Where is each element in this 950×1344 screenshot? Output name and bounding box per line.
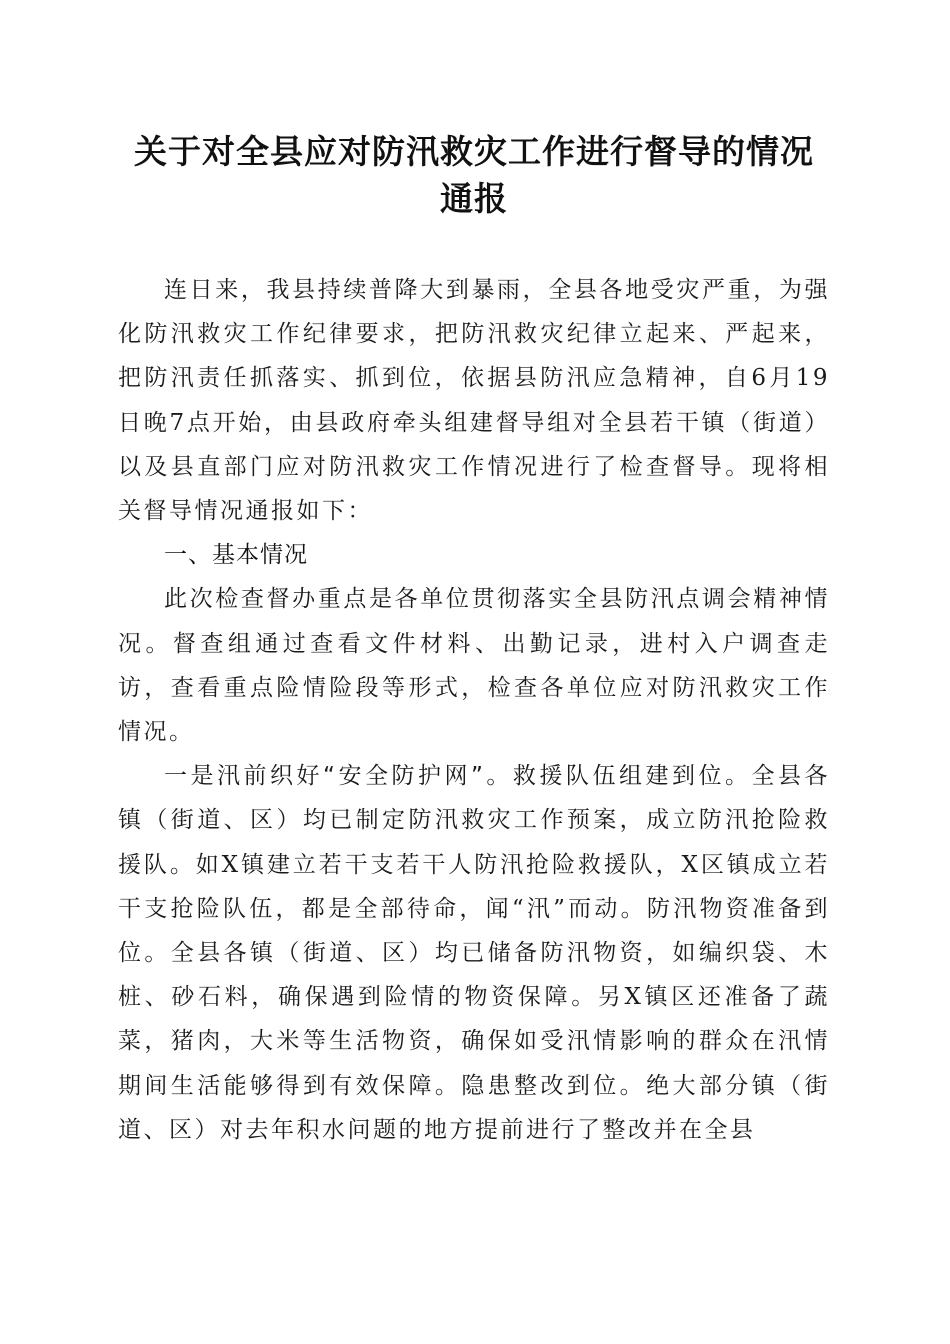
document-body [118, 268, 830, 1152]
intro-paragraph: 连日来，我县持续普降大到暴雨，全县各地受灾严重，为强化防汛救灾工作纪律要求，把防汛救灾纪律立起来、严起来，把防汛责任抓落实、抓到位，依据县防汛应急精神，自6月19日晚7点开始，由县政府牵头组建督导组对全县若干镇（街道）以及县直部门应对防汛救灾工作情况进行了检查督导。现将相关督导情况通报如下： [118, 277, 830, 525]
section-heading-basic-situation: 一、基本情况 [164, 542, 308, 569]
document-title-line-2: 通报 [440, 179, 508, 218]
document-title [118, 128, 830, 222]
point-1-lead: 一是汛前织好“安全防护网”。 [164, 763, 513, 790]
section-1-paragraph: 此次检查督办重点是各单位贯彻落实全县防汛点调会精神情况。督查组通过查看文件材料、出勤记录，进村入户调查走访，查看重点险情险段等形式，检查各单位应对防汛救灾工作情况。 [118, 586, 830, 746]
point-1-paragraph [118, 754, 830, 1152]
point-1-body: 救援队伍组建到位。全县各镇（街道、区）均已制定防汛救灾工作预案，成立防汛抢险救援队。如X镇建立若干支若干人防汛抢险救援队，X区镇成立若干支抢险队伍，都是全部待命，闻“汛”而动。防汛物资准备到位。全县各镇（街道、区）均已储备防汛物资，如编织袋、木桩、砂石料，确保遇到险情的物资保障。另X镇区还准备了蔬菜，猪肉，大米等生活物资，确保如受汛情影响的群众在汛情期间生活能够得到有效保障。隐患整改到位。绝大部分镇（街道、区）对去年积水问题的地方提前进行了整改并在全县 [118, 763, 830, 1143]
document-page [118, 128, 830, 1152]
document-title-line-1: 关于对全县应对防汛救灾工作进行督导的情况 [134, 132, 814, 171]
